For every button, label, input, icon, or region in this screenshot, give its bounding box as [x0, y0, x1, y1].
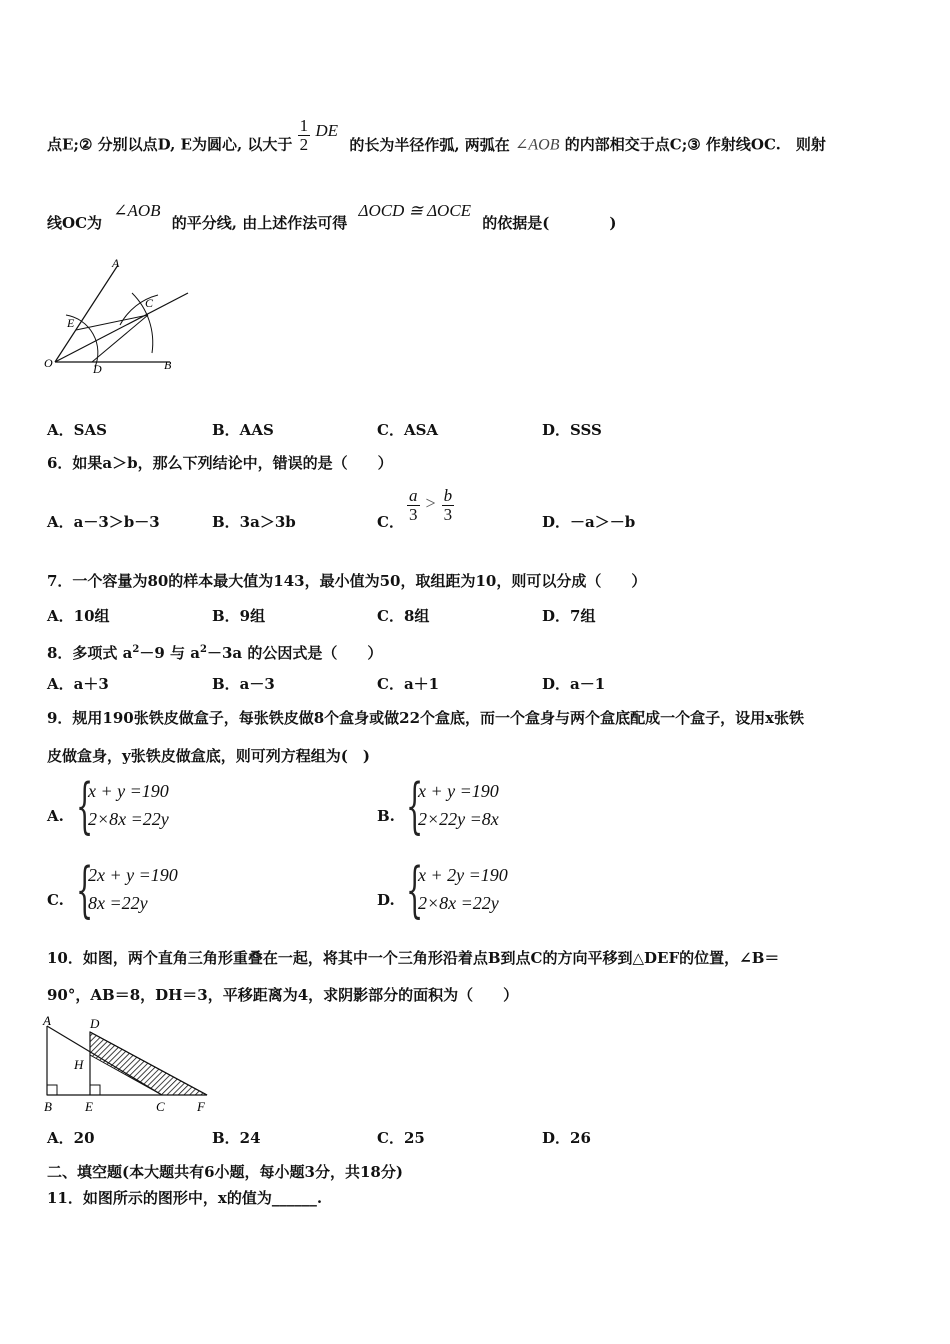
q6-option-b[interactable]: B．3a＞3b [212, 513, 296, 531]
q6-option-c[interactable] [377, 512, 404, 532]
q9-option-b-system[interactable] [418, 777, 499, 833]
q9-option-d-label[interactable]: D. [377, 891, 395, 909]
label-b: B [164, 358, 172, 372]
q5-line2 [47, 201, 617, 233]
q10-option-b[interactable]: B．24 [212, 1129, 261, 1147]
q5-line1 [47, 116, 907, 164]
label-c: C [156, 1099, 165, 1114]
q5-angle-aob: ∠AOB [515, 136, 560, 154]
q8-stem [47, 640, 382, 663]
q5-congruence: ΔOCD ≅ ΔOCE [358, 201, 472, 220]
q7-option-c[interactable]: C．8组 [377, 607, 430, 625]
q9-a-eq2: 2×8x =22y [88, 809, 169, 829]
q6-option-c-label: C． [377, 513, 404, 531]
q7-option-b[interactable]: B．9组 [212, 607, 266, 625]
q9-option-a-label[interactable]: A. [47, 807, 64, 825]
section2-heading: 二、填空题(本大题共有6小题，每小题3分，共18分) [47, 1163, 403, 1181]
q5-frac-num: 1 [299, 116, 309, 135]
q9-option-d-system[interactable] [418, 861, 508, 917]
q9-option-a-brace: { [76, 771, 94, 841]
q9-stem-line2: 皮做盒身，y张铁皮做盒底，则可列方程组为( ) [47, 747, 370, 765]
q8-stem-c: －3a 的公因式是（ ） [206, 644, 383, 662]
q10-stem-line1: 10．如图，两个直角三角形重叠在一起，将其中一个三角形沿着点B到点C的方向平移到△DEF的位置，∠B＝ [47, 949, 780, 967]
q9-option-c-brace: { [76, 855, 94, 925]
q8-option-a[interactable]: A．a＋3 [47, 675, 109, 693]
q9-c-eq1: 2x + y =190 [88, 865, 178, 885]
q9-option-b-brace: { [406, 771, 424, 841]
q7-stem: 7．一个容量为80的样本最大值为143，最小值为50，取组距为10，则可以分成（ ） [47, 572, 647, 590]
q5-line1-mid: 的长为半径作弧, 两弧在 [349, 135, 510, 154]
q8-sup1: 2 [132, 644, 140, 655]
q9-d-eq2: 2×8x =22y [418, 893, 499, 913]
q5-line2-angle: ∠AOB [113, 201, 161, 220]
q5-line2-mid: 的平分线, 由上述作法可得 [171, 214, 348, 232]
q6-stem: 6．如果a＞b，那么下列结论中，错误的是（ ） [47, 454, 393, 472]
q8-option-c[interactable]: C．a＋1 [377, 675, 440, 693]
right-angle-e [90, 1085, 100, 1095]
label-c: C [145, 296, 154, 310]
q10-stem-line2: 90°，AB＝8，DH＝3，平移距离为4，求阴影部分的面积为（ ） [47, 986, 519, 1004]
q9-b-eq1: x + y =190 [418, 781, 499, 801]
label-a: A [43, 1013, 51, 1028]
q9-c-eq2: 8x =22y [88, 893, 148, 913]
q5-option-b[interactable]: B．AAS [212, 421, 274, 439]
q6-option-c-fraction [407, 487, 454, 524]
label-o: O [44, 356, 53, 370]
q9-stem-line1: 9．规用190张铁皮做盒子，每张铁皮做8个盒身或做22个盒底，而一个盒身与两个盒底配成一个盒子，设用x张铁 [47, 709, 805, 727]
q10-option-a[interactable]: A．20 [47, 1129, 95, 1147]
q6-frac-a-den: 3 [409, 505, 418, 524]
q5-frac-den: 2 [299, 135, 309, 154]
q6-frac-b-den: 3 [443, 505, 453, 524]
label-e: E [67, 316, 75, 330]
q5-line2-suffix: 的依据是( ) [482, 214, 617, 232]
q8-sup2: 2 [199, 644, 207, 655]
q9-d-eq1: x + 2y =190 [418, 865, 508, 885]
q8-stem-b: －9 与 a [139, 644, 200, 662]
q6-frac-a [407, 487, 420, 524]
q9-option-a-system[interactable] [88, 777, 169, 833]
q6-frac-a-num: a [409, 486, 418, 505]
q10-option-d[interactable]: D．26 [542, 1129, 591, 1147]
q8-stem-a: 8．多项式 a [47, 644, 133, 662]
q9-b-eq2: 2×22y =8x [418, 809, 499, 829]
label-f: F [197, 1099, 205, 1114]
q6-frac-gt: > [425, 493, 436, 514]
q9-option-c-label[interactable]: C. [47, 891, 64, 909]
q5-option-d[interactable]: D．SSS [542, 421, 602, 439]
q5-option-a[interactable]: A．SAS [47, 421, 107, 439]
ray-oa [55, 265, 118, 362]
q11-stem: 11．如图所示的图形中，x的值为______. [47, 1189, 323, 1207]
q5-angle-bisector-figure [40, 255, 200, 380]
q6-frac-b-num: b [443, 486, 453, 505]
label-d: D [90, 1016, 100, 1031]
q5-frac-var: DE [315, 120, 339, 140]
q10-triangle-figure [40, 1012, 220, 1116]
label-h: H [74, 1057, 84, 1072]
q9-option-b-label[interactable]: B. [377, 807, 395, 825]
label-e: E [85, 1099, 93, 1114]
q5-line1-prefix: 点E;② 分别以点D, E为圆心, 以大于 [47, 135, 293, 154]
q6-frac-b [442, 487, 455, 524]
q5-line1-suffix: 的内部相交于点C;③ 作射线OC. 则射 [564, 135, 826, 154]
q8-option-d[interactable]: D．a－1 [542, 675, 606, 693]
q9-option-d-brace: { [406, 855, 424, 925]
segment-ec [76, 315, 148, 330]
side-ac [47, 1026, 162, 1095]
q6-option-d[interactable]: D．－a＞－b [542, 513, 636, 531]
q8-option-b[interactable]: B．a－3 [212, 675, 275, 693]
q10-option-c[interactable]: C．25 [377, 1129, 425, 1147]
q9-a-eq1: x + y =190 [88, 781, 169, 801]
q5-line2-prefix: 线OC为 [47, 214, 103, 232]
q5-option-c[interactable]: C．ASA [377, 421, 439, 439]
q7-option-a[interactable]: A．10组 [47, 607, 110, 625]
ray-oc [55, 293, 188, 362]
right-angle-b [47, 1085, 57, 1095]
q7-option-d[interactable]: D．7组 [542, 607, 596, 625]
q6-option-a[interactable]: A．a－3＞b－3 [47, 513, 160, 531]
label-d: D [93, 362, 102, 376]
q9-option-c-system[interactable] [88, 861, 178, 917]
label-a: A [112, 256, 120, 270]
q5-half-fraction [298, 117, 311, 154]
label-b: B [44, 1099, 52, 1114]
